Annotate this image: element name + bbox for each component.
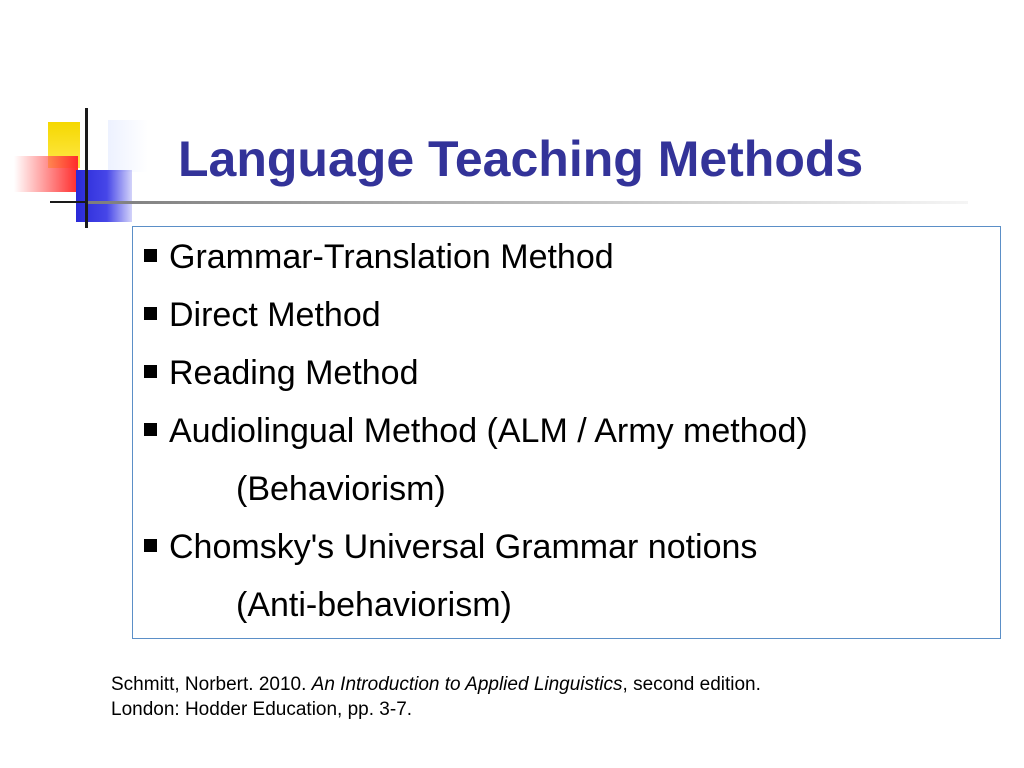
logo-blue-fade [108,120,148,172]
list-item-note: (Anti-behaviorism) [236,586,512,624]
list-item [144,348,808,406]
list-item-note: (Behaviorism) [236,470,446,508]
list-item [144,290,808,348]
citation-author-year: Schmitt, Norbert. 2010. [111,674,307,695]
slide-logo-decoration [0,0,150,240]
list-item-text: Audiolingual Method (ALM / Army method) [169,412,808,450]
citation-book-title: An Introduction to Applied Linguistics [311,674,623,695]
list-item [144,232,808,290]
methods-list [144,232,808,638]
square-bullet-icon [144,539,157,552]
citation-line-1 [111,672,761,697]
list-item [144,406,808,464]
list-item-text: Reading Method [169,354,419,392]
square-bullet-icon [144,307,157,320]
square-bullet-icon [144,249,157,262]
citation-edition: , second edition. [622,674,761,695]
list-item-text: Grammar-Translation Method [169,238,614,276]
square-bullet-icon [144,365,157,378]
slide-title: Language Teaching Methods [178,131,864,187]
square-bullet-icon [144,423,157,436]
list-item-text: Direct Method [169,296,381,334]
title-underline-rule [88,201,968,204]
logo-red-square [14,156,78,192]
list-item [144,522,808,580]
citation [111,672,761,722]
logo-vertical-line [85,108,88,228]
citation-publisher: London: Hodder Education, pp. 3-7. [111,699,413,720]
list-item-text: Chomsky's Universal Grammar notions [169,528,758,566]
